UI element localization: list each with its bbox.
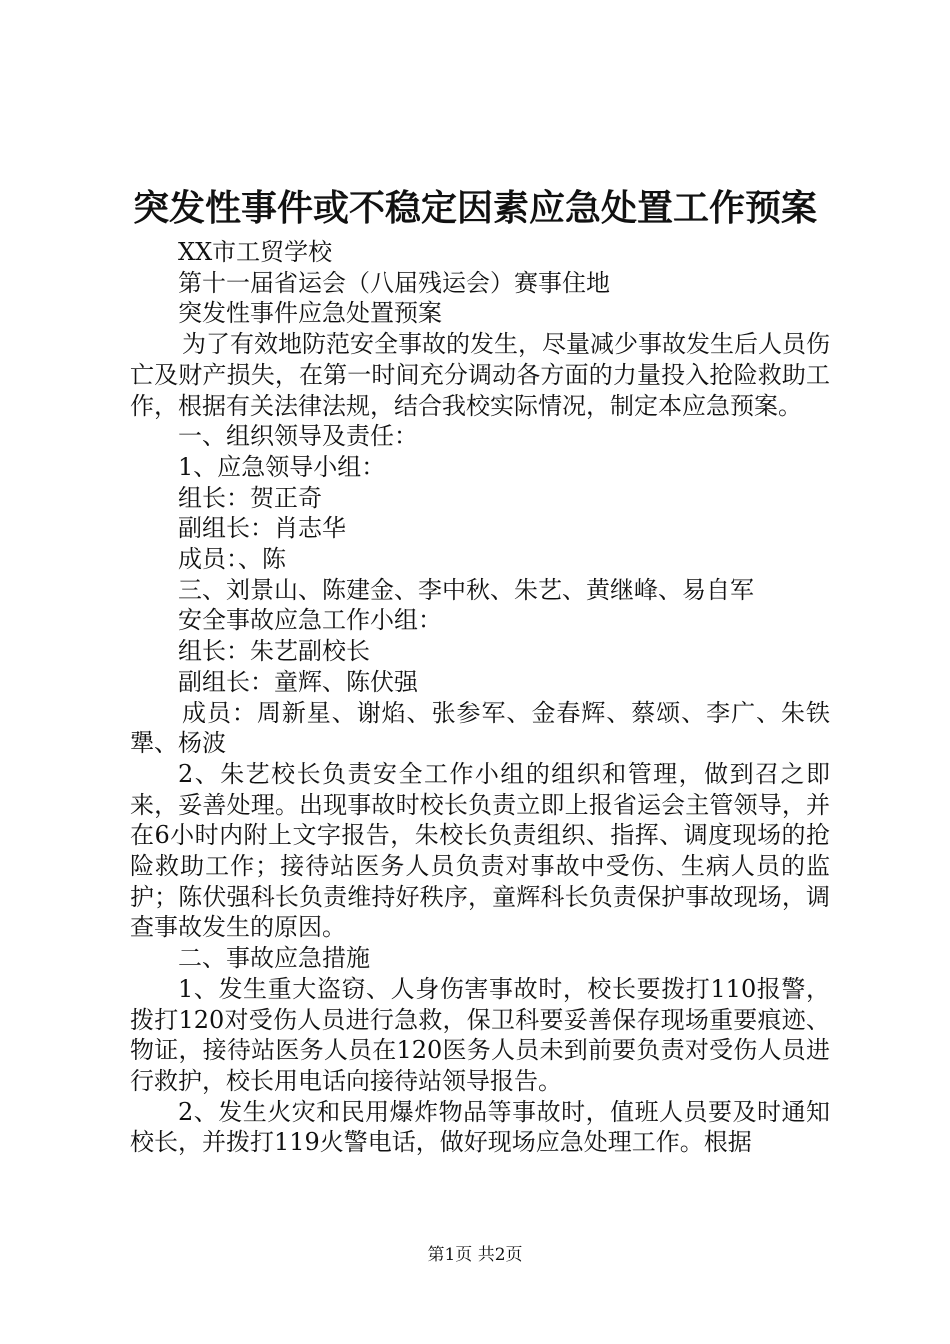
paragraph-group-leader: 组长：贺正奇 (178, 483, 322, 512)
document-title: 突发性事件或不稳定因素应急处置工作预案 (132, 187, 817, 229)
paragraph-safety-members: 成员：周新星、谢焰、张参军、金春辉、蔡颂、李广、朱铁犟、杨波 (130, 698, 830, 758)
subheading-safety-group: 安全事故应急工作小组： (178, 606, 442, 635)
paragraph-measure-fire: 2、发生火灾和民用爆炸物品等事故时，值班人员要及时通知校长，并拨打119火警电话，做好现场应急处理工作。根据 (130, 1097, 830, 1157)
section-heading-measures: 二、事故应急措施 (178, 944, 370, 973)
paragraph-safety-leader: 组长：朱艺副校长 (178, 637, 370, 666)
paragraph-deputy-leader: 副组长：肖志华 (178, 514, 346, 543)
paragraph-event-venue: 第十一届省运会（八届残运会）赛事住地 (178, 268, 610, 297)
paragraph-members: 成员：、陈 (178, 545, 286, 574)
paragraph-measure-theft: 1、发生重大盗窃、人身伤害事故时，校长要拨打110报警，拨打120对受伤人员进行急救，保卫科要妥善保存现场重要痕迹、物证，接待站医务人员在120医务人员未到前要负责对受伤人员进行救护，校长用电话向接待站领导报告。 (130, 974, 830, 1095)
subheading-leadership-group: 1、应急领导小组： (178, 452, 386, 481)
paragraph-responsibilities: 2、朱艺校长负责安全工作小组的组织和管理，做到召之即来，妥善处理。出现事故时校长负责立即上报省运会主管领导，并在6小时内附上文字报告，朱校长负责组织、指挥、调度现场的抢险救助工作；接待站医务人员负责对事故中受伤、生病人员的监护；陈伏强科长负责维持好秩序，童辉科长负责保护事故现场，调查事故发生的原因。 (130, 759, 830, 942)
page-number-footer: 第1页 共2页 (427, 1245, 523, 1265)
paragraph-safety-deputy: 副组长：童辉、陈伏强 (178, 667, 418, 696)
document-body (130, 237, 830, 1158)
paragraph-members-list: 三、刘景山、陈建金、李中秋、朱艺、黄继峰、易自军 (178, 575, 754, 604)
paragraph-school-name: XX市工贸学校 (178, 238, 333, 266)
paragraph-intro: 为了有效地防范安全事故的发生，尽量减少事故发生后人员伤亡及财产损失，在第一时间充分调动各方面的力量投入抢险救助工作，根据有关法律法规，结合我校实际情况，制定本应急预案。 (130, 330, 830, 420)
paragraph-plan-name: 突发性事件应急处置预案 (178, 299, 442, 328)
section-heading-organization: 一、组织领导及责任： (178, 422, 418, 451)
